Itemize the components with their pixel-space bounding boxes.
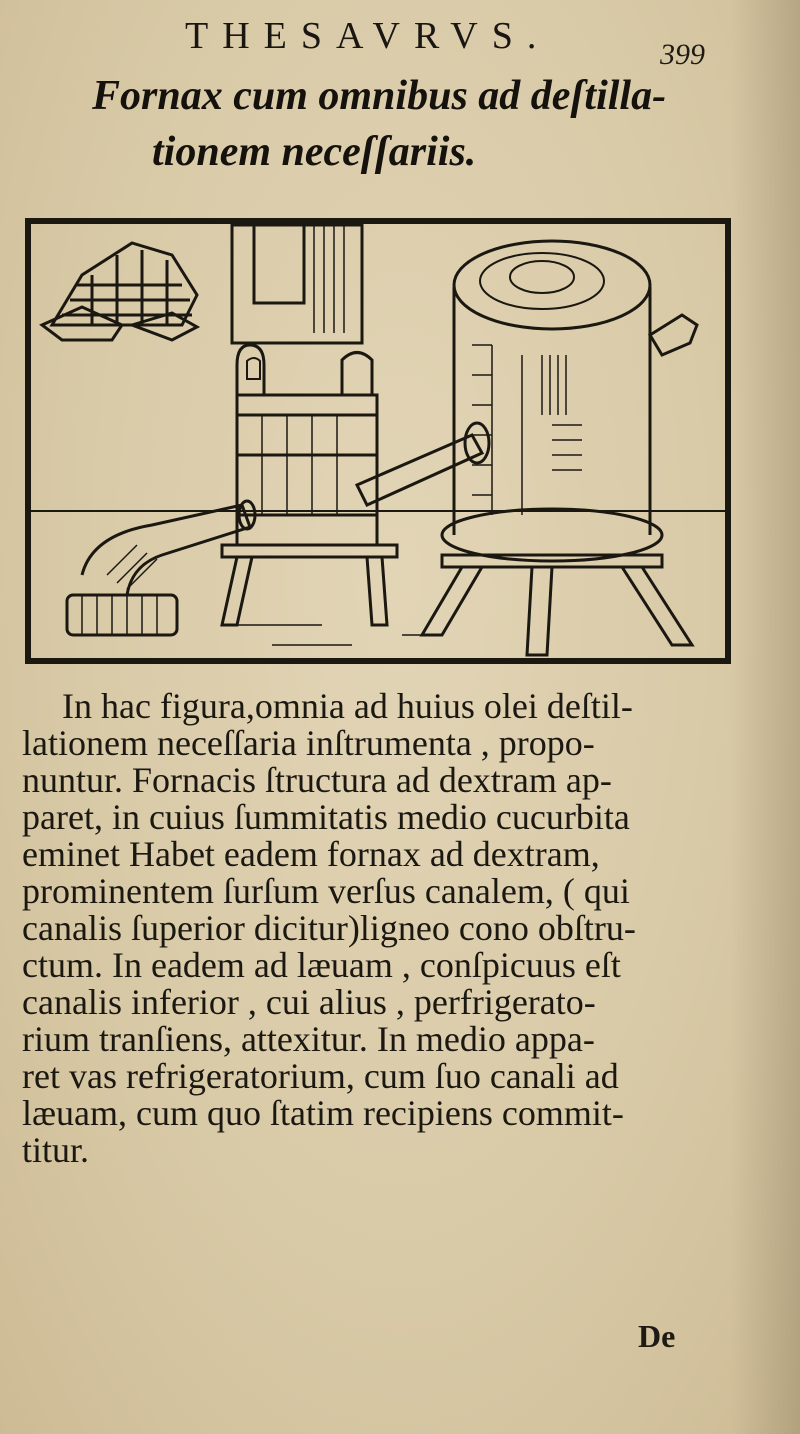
catchword: De	[638, 1318, 676, 1354]
wall-vent	[232, 225, 362, 343]
body-line: eminet Habet eadem fornax ad dextram,	[22, 834, 600, 874]
body-line: rium tranſiens, attexitur. In medio appa-	[22, 1019, 595, 1059]
body-line: læuam, cum quo ſtatim recipiens commit-	[22, 1093, 624, 1133]
receiver	[67, 501, 255, 635]
body-line: nuntur. Fornacis ſtructura ad dextram ap-	[22, 760, 612, 800]
woodcut-illustration	[22, 215, 734, 683]
body-line: In hac figura,omnia ad huius olei deſtil-	[62, 686, 633, 726]
title-line-2: tionem neceſſariis.	[152, 129, 477, 175]
title-line-1: Fornax cum omnibus ad deſtilla-	[92, 73, 667, 119]
page-number: 399	[660, 38, 705, 71]
chapter-title	[92, 68, 732, 180]
body-line: paret, in cuius ſummitatis medio cucurbita	[22, 797, 630, 837]
body-paragraph	[22, 688, 722, 1169]
body-line: prominentem ſurſum verſus canalem, ( qui	[22, 871, 630, 911]
brick-pile	[42, 243, 197, 340]
body-line: canalis inferior , cui alius , perfrigerato-	[22, 982, 596, 1022]
running-head: THESAVRVS.	[185, 15, 551, 57]
body-line: titur.	[22, 1130, 90, 1170]
body-line: ret vas refrigeratorium, cum ſuo canali ad	[22, 1056, 619, 1096]
woodcut-svg	[22, 215, 734, 683]
body-line: lationem neceſſaria inſtrumenta , propo-	[22, 723, 595, 763]
refrigeratory-vessel	[222, 345, 397, 625]
body-line: ctum. In eadem ad læuam , conſpicuus eſt	[22, 945, 621, 985]
furnace	[422, 241, 697, 655]
body-line: canalis ſuperior dicitur)ligneo cono obſtru-	[22, 908, 636, 948]
